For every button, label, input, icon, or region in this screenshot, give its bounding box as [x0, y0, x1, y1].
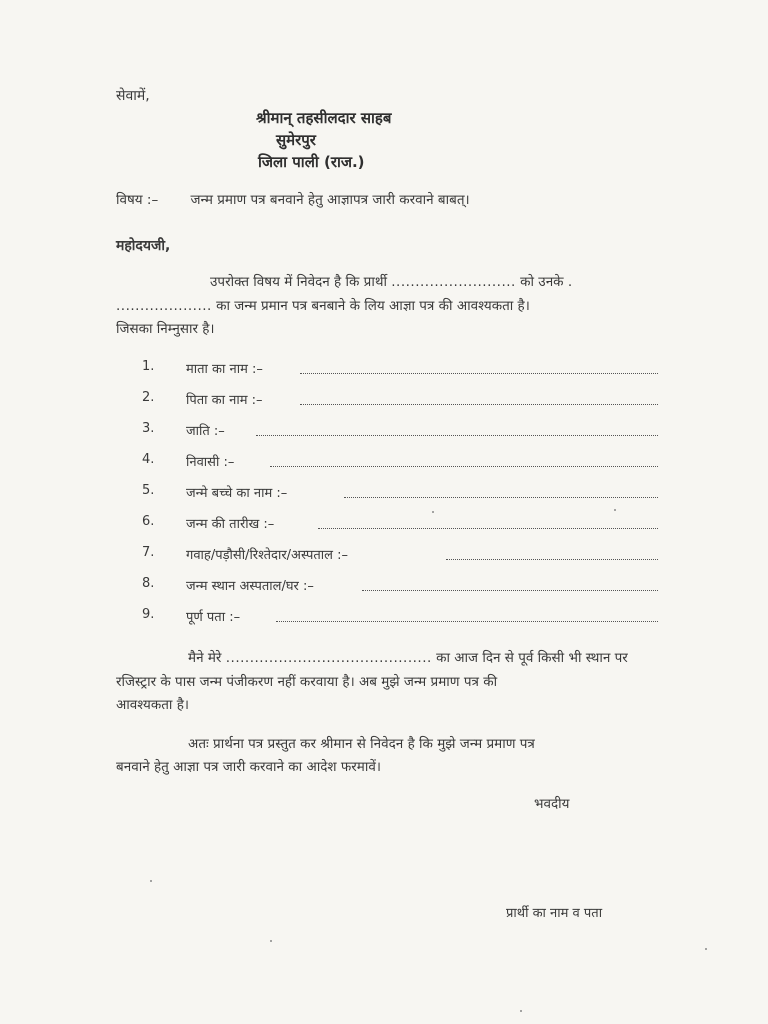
- field-row: [142, 514, 662, 534]
- field-row: [142, 607, 662, 627]
- para1-line3: जिसका निम्नुसार है।: [116, 321, 215, 337]
- addressee-line-3: जिला पाली (राज.): [258, 153, 365, 171]
- para1-line2: [116, 296, 530, 314]
- field-number: 8.: [142, 576, 155, 591]
- relation-blank: ....................: [116, 298, 212, 314]
- field-label: पिता का नाम :–: [186, 393, 263, 408]
- subject-label: विषय :–: [116, 192, 159, 208]
- field-number: 7.: [142, 545, 155, 560]
- para1-line1-end: को उनके .: [520, 274, 573, 290]
- field-label: गवाह/पड़ौसी/रिश्तेदार/अस्पताल :–: [186, 548, 348, 563]
- scan-speck: [150, 880, 152, 882]
- field-label: जन्म की तारीख :–: [186, 517, 275, 532]
- field-number: 2.: [142, 390, 155, 405]
- field-blank: [300, 373, 658, 374]
- para3-line1: अतः प्रार्थना पत्र प्रस्तुत कर श्रीमान से निवेदन है कि मुझे जन्म प्रमाण पत्र: [188, 736, 535, 752]
- scan-speck: [432, 511, 434, 513]
- field-row: [142, 421, 662, 441]
- field-number: 1.: [142, 359, 155, 374]
- para2-line3: आवश्यकता है।: [116, 697, 190, 713]
- para2-line1: [188, 648, 628, 666]
- para1-line2-text: का जन्म प्रमान पत्र बनबाने के लिय आज्ञा पत्र की आवश्यकता है।: [216, 298, 530, 314]
- para3-line2: बनवाने हेतु आज्ञा पत्र जारी करवाने का आदेश फरमावें।: [116, 759, 382, 775]
- field-row: [142, 576, 662, 596]
- field-blank: [276, 621, 658, 622]
- self-blank: ...........................................: [225, 650, 432, 666]
- field-number: 4.: [142, 452, 155, 467]
- field-label: जन्मे बच्चे का नाम :–: [186, 486, 288, 501]
- field-blank: [270, 466, 658, 467]
- field-number: 6.: [142, 514, 155, 529]
- signature-line: प्रार्थी का नाम व पता: [506, 906, 603, 921]
- field-blank: [318, 528, 658, 529]
- field-label: माता का नाम :–: [186, 362, 263, 377]
- scan-speck: [520, 1010, 522, 1012]
- applicant-name-blank: ..........................: [391, 274, 516, 290]
- field-row: [142, 359, 662, 379]
- scan-speck: [705, 948, 707, 950]
- field-blank: [300, 404, 658, 405]
- salutation-to: सेवामें,: [116, 88, 150, 104]
- para1-line1-start: उपरोक्त विषय में निवेदन है कि प्रार्थी: [210, 274, 387, 290]
- greeting: महोदयजी,: [116, 238, 171, 254]
- field-blank: [362, 590, 658, 591]
- field-blank: [344, 497, 658, 498]
- para2-line2: रजिस्ट्रार के पास जन्म पंजीकरण नहीं करवाया है। अब मुझे जन्म प्रमाण पत्र की: [116, 674, 498, 690]
- para1-line1: [210, 272, 572, 290]
- field-row: [142, 483, 662, 503]
- field-label: जन्म स्थान अस्पताल/घर :–: [186, 579, 314, 594]
- subject-line: [116, 190, 470, 208]
- field-number: 3.: [142, 421, 155, 436]
- field-row: [142, 452, 662, 472]
- scan-speck: [270, 940, 272, 942]
- field-row: [142, 390, 662, 410]
- field-number: 9.: [142, 607, 155, 622]
- field-blank: [446, 559, 658, 560]
- para2-line1-end: का आज दिन से पूर्व किसी भी स्थान पर: [436, 650, 628, 666]
- addressee-line-2: सुमेरपुर: [276, 131, 316, 149]
- field-blank: [256, 435, 658, 436]
- subject-text: जन्म प्रमाण पत्र बनवाने हेतु आज्ञापत्र जारी करवाने बाबत्।: [190, 192, 470, 208]
- field-row: [142, 545, 662, 565]
- closing: भवदीय: [534, 796, 570, 812]
- field-label: जाति :–: [186, 424, 225, 439]
- field-label: पूर्ण पता :–: [186, 610, 241, 625]
- field-label: निवासी :–: [186, 455, 235, 470]
- para2-line1-start: मैने मेरे: [188, 650, 222, 666]
- addressee-line-1: श्रीमान् तहसीलदार साहब: [256, 109, 392, 127]
- field-number: 5.: [142, 483, 155, 498]
- scan-speck: [614, 509, 616, 511]
